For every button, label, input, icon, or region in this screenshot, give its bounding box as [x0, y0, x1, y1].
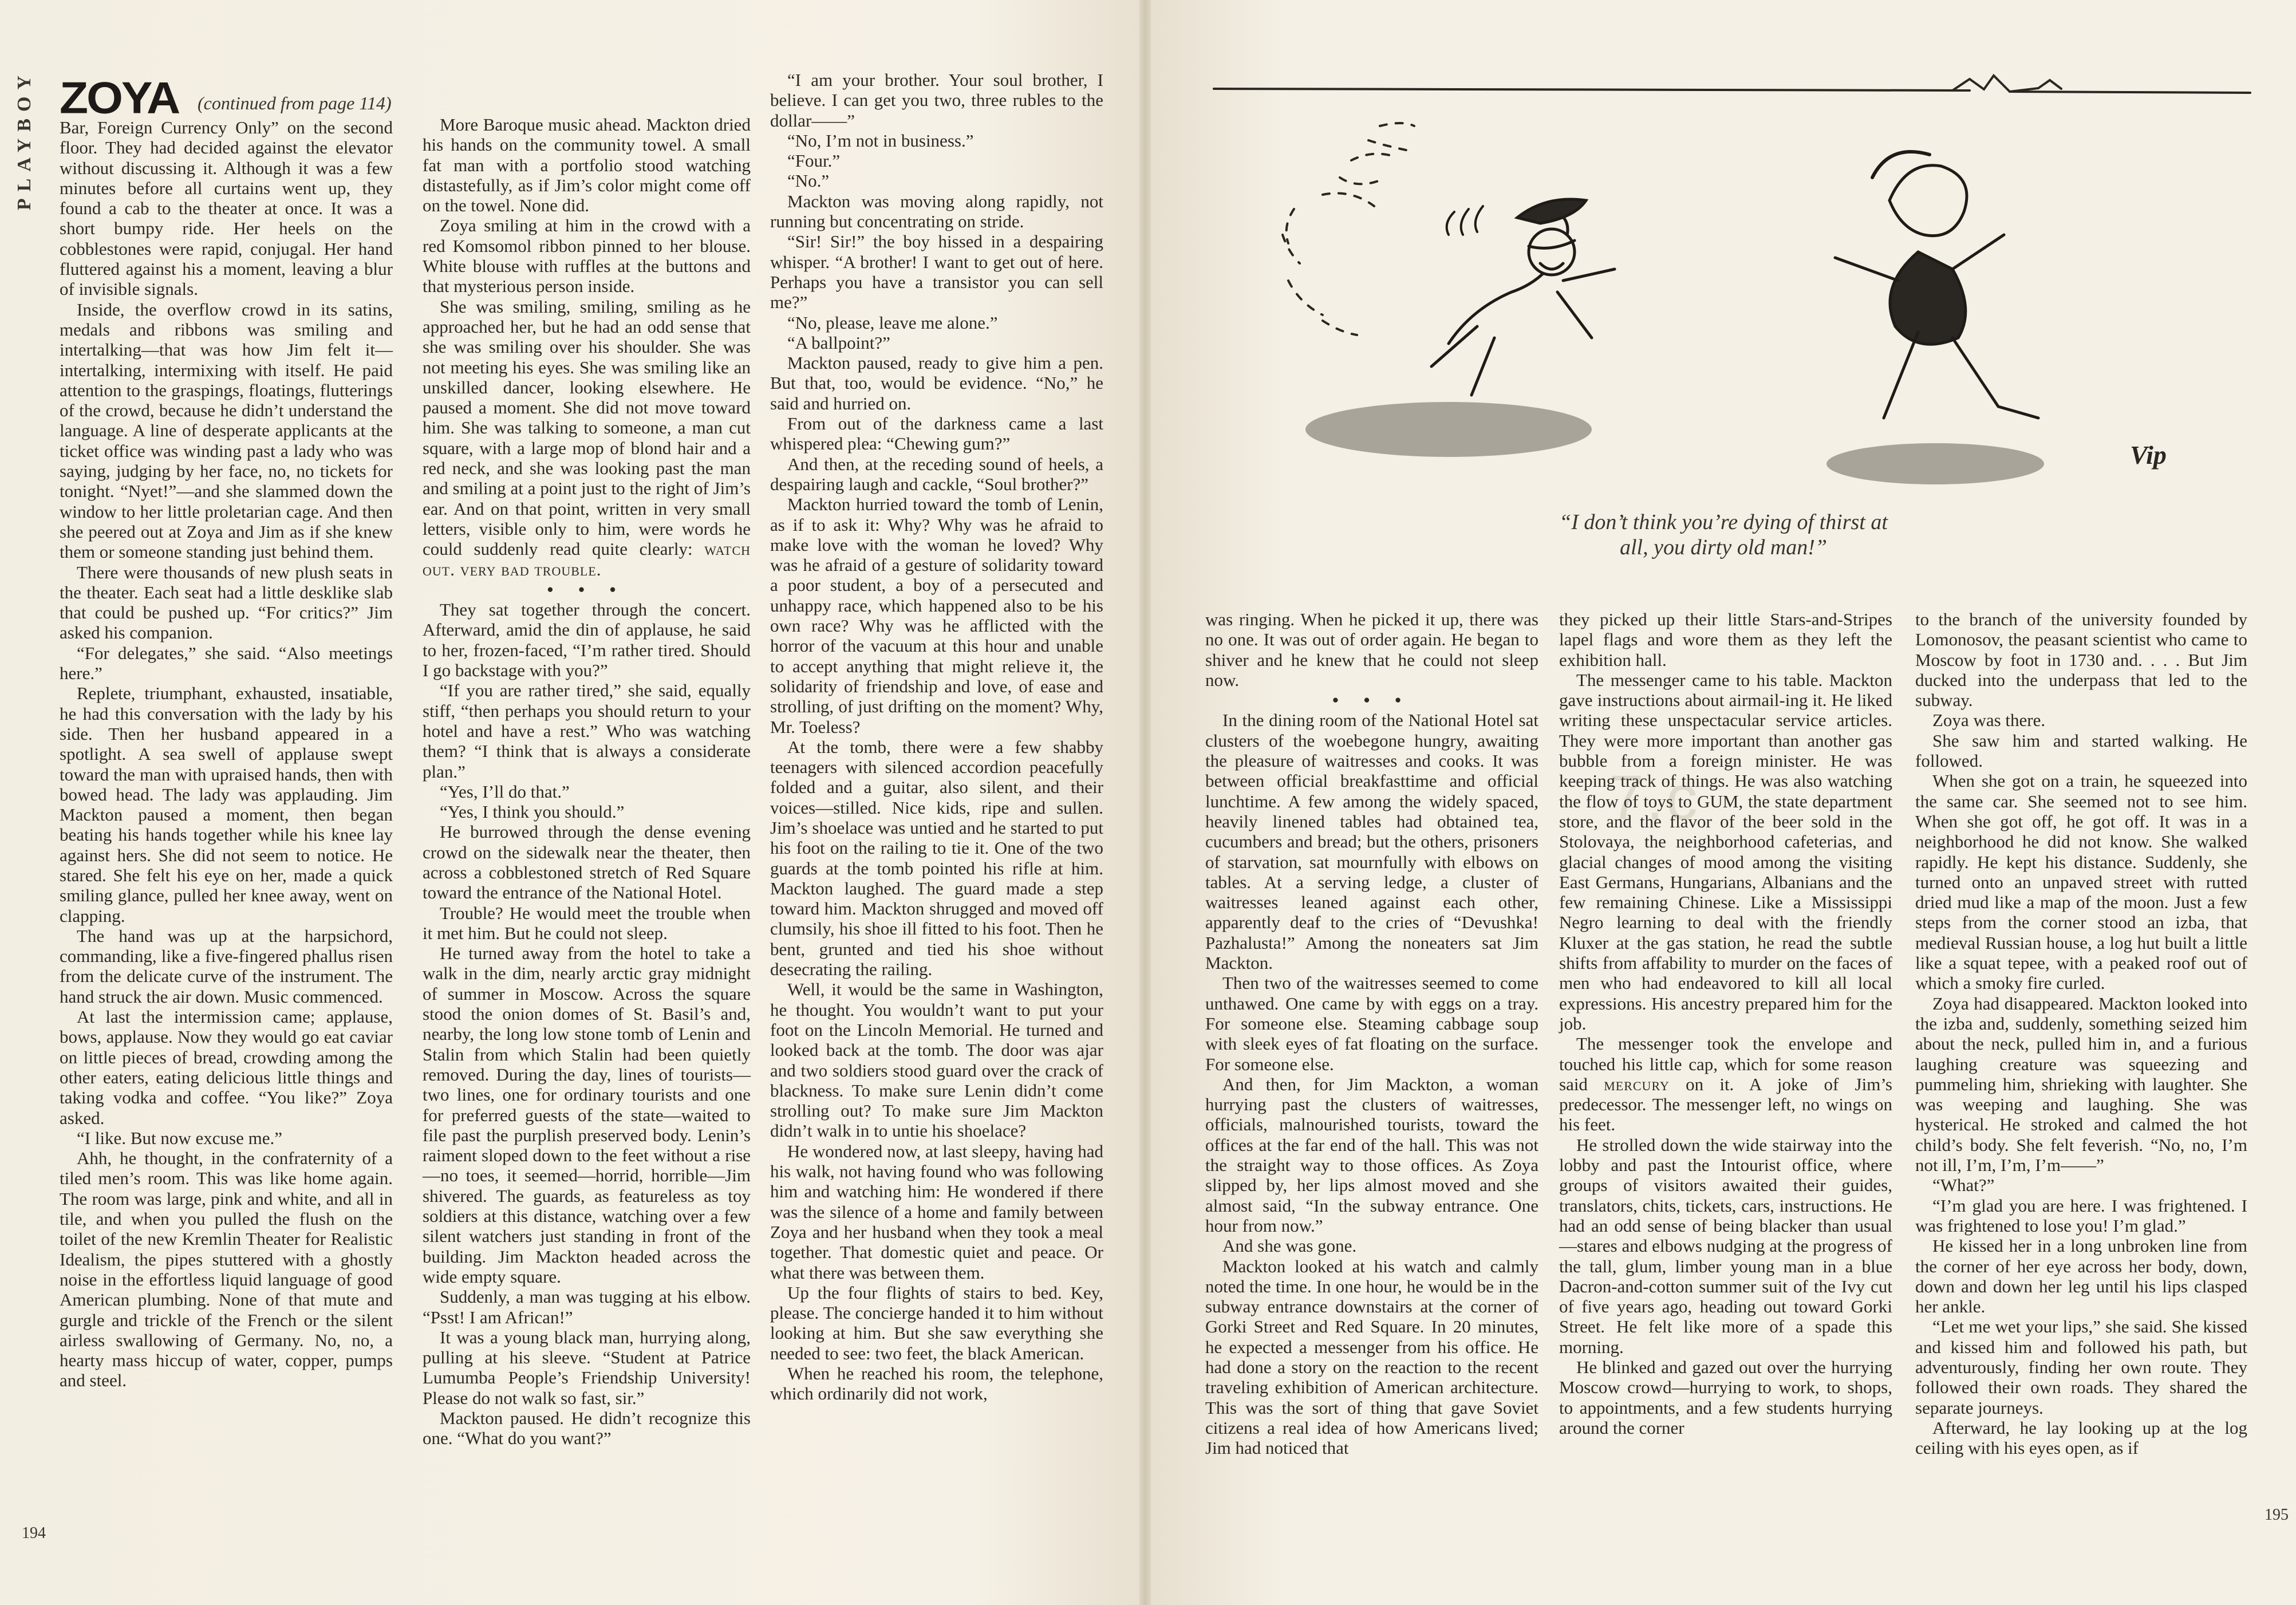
caption-line: all, you dirty old man!”	[1619, 535, 1828, 559]
old-man-figure	[1431, 199, 1615, 395]
paragraph: Up the four flights of stairs to bed. Key, please. The concierge handed it to him without looking at him. But she saw everything she needed to see: two feet, the black American.	[770, 1282, 1103, 1363]
shadow-left	[1305, 402, 1592, 457]
paragraph: He turned away from the hotel to take a walk in the dim, nearly arctic gray midnight of summer in Moscow. Across the square stood the onion domes of St. Basil’s and, nearby, the long low stone tomb of Lenin and Stalin from which Stalin had been quietly removed. During the day, lines of tourists—two lines, one for ordinary tourists and one for preferred guests of the state—waited to file past the purplish preserved body. Lenin’s raiment sloped down to the feet without a rise—no toes, it seemed—horrid, horrible—Jim shivered. The guards, as featureless as toy soldiers at this distance, watching over a few silent watchers just standing in front of the building. Jim Mackton headed across the wide empty square.	[423, 943, 751, 1287]
paragraph: “No.”	[787, 171, 830, 191]
paragraph: Mackton paused. He didn’t recognize this one. “What do you want?”	[423, 1408, 751, 1449]
paragraph: He strolled down the wide stairway into the lobby and past the Intourist office, where groups of visitors awaited their guides, translators, chits, tickets, cars, instructions. He had an odd sense of being blacker than usual—stares and elbows nudging at the progress of the tall, glum, limber young man in a blue Dacron-and-cotton summer suit of the Ivy cut of five years ago, heading out toward Gorki Street. He felt like more of a spade this morning.	[1559, 1134, 1892, 1357]
paragraph: “Four.”	[787, 151, 841, 171]
text-column-2	[423, 115, 751, 1449]
paragraph: It was a young black man, hurrying along, pulling at his sleeve. “Student at Patrice Lumumba People’s Friendship University! Please do not walk so fast, sir.”	[423, 1327, 751, 1408]
page-gutter	[1139, 0, 1151, 1605]
paragraph	[1559, 1034, 1892, 1134]
paragraph: When she got on a train, he squeezed into the same car. She seemed not to see him. When she got off, he got off. It was in a neighborhood he did not know. She walked rapidly. He kept his distance. Suddenly, she turned onto an unpaved street with rutted dried mud like a map of the moon. Just a few steps from the corner stood an izba, that medieval Russian house, a log hut built a little like a squat tepee, with a peaked roof out of which a smoky fire curled.	[1915, 771, 2247, 993]
paragraph: “For delegates,” she said. “Also meetings here.”	[60, 642, 393, 684]
paragraph: Mackton was moving along rapidly, not running but concentrating on stride.	[770, 191, 1103, 232]
paragraph-text: The messenger took the envelope and touched his little cap, which for some reason said	[1559, 1034, 1892, 1094]
paragraph: “What?”	[1932, 1175, 1995, 1196]
section-separator: • • •	[1332, 690, 1412, 711]
paragraph: In the dining room of the National Hotel sat clusters of the woebegone hungry, awaiting the pleasure of waitresses and cooks. It was between official breakfasttime and official lunchtime. A few among the widely spaced, heavily linened tables had obtained tea, cucumbers and bread; but the others, prisoners of starvation, sat mournfully with elbows on tables. At a serving ledge, a cluster of waitresses leaned against each other, apparently deaf to the cries of “Devushka! Pazhalusta!” Among the noneaters sat Jim Mackton.	[1205, 710, 1538, 973]
text-column-1	[60, 117, 393, 1391]
paragraph: Afterward, he lay looking up at the log ceiling with his eyes open, as if	[1915, 1417, 2247, 1458]
paragraph: Suddenly, a man was tugging at his elbow. “Psst! I am African!”	[423, 1287, 751, 1327]
paragraph: He kissed her in a long unbroken line from the corner of her eye across her body, down, down and down her leg until his lips clasped her ankle.	[1915, 1236, 2247, 1317]
paragraph: “Sir! Sir!” the boy hissed in a despairing whisper. “A brother! I want to get out of here. Perhaps you have a transistor you can sell me?”	[770, 231, 1103, 313]
paragraph: “A ballpoint?”	[787, 332, 890, 353]
woman-figure	[1835, 152, 2038, 418]
text-column-4	[1205, 609, 1538, 1458]
paragraph: At the tomb, there were a few shabby teenagers with silenced accordion peacefully folded and a guitar, also silent, and their voices—stilled. Nice kids, ripe and sullen. Jim’s shoelace was untied and he started to put his foot on the railing to tie it. One of the two guards at the tomb pointed his rifle at him. Mackton laughed. The guard made a step toward him. Mackton shrugged and moved off clumsily, his shoe ill fitted to his foot. Then he bent, grunted and tied his shoe without desecrating the railing.	[770, 736, 1103, 980]
shadow-right	[1826, 443, 2044, 484]
page-number-left: 194	[22, 1524, 46, 1542]
paragraph: Zoya smiling at him in the crowd with a red Komsomol ribbon pinned to her blouse. White blouse with ruffles at the buttons and that mysterious person inside.	[423, 215, 751, 297]
cartoon-caption	[1466, 510, 1981, 560]
paragraph: “No, please, leave me alone.”	[787, 312, 998, 333]
magazine-vertical-label: PLAYBOY	[14, 69, 35, 211]
paragraph: The messenger came to his table. Mackton gave instructions about airmail-ing it. He liked writing these unspectacular service articles. They were more important than another gas bubble from a foreign minister. He was keeping track of things. He was also watching the flow of toys to GUM, the state department store, and the flavor of the beer sold in the Stolovaya, the neighborhood cafeterias, and glacial changes of mood among the visiting East Germans, Hungarians, Albanians and the few remaining Chinese. Like a Mississippi Negro learning to deal with the friendly Kluxer at the gas station, he read the subtle shifts from affability to murder on the faces of men who had endeavored to kill all local expressions. His ancestry prepared him for the job.	[1559, 669, 1892, 1034]
paragraph: At last the intermission came; applause, bows, applause. Now they would go eat caviar on little pieces of bread, crowding among the other eaters, eating delicious little things and taking vodka and coffee. “You like?” Zoya asked.	[60, 1007, 393, 1128]
paragraph: He wondered now, at last sleepy, having had his walk, not having found who was following him and watching him: He wondered if there was the silence of a home and family between Zoya and her husband when they took a meal together. That domestic quiet and peace. Or what there was between them.	[770, 1141, 1103, 1283]
paragraph: to the branch of the university founded by Lomonosov, the peasant scientist who came to Moscow by foot in 1730 and. . . . But Jim ducked into the underpass that led to the subway.	[1915, 609, 2247, 711]
caption-line: “I don’t think you’re dying of thirst at	[1559, 510, 1888, 534]
paragraph: And then, at the receding sound of heels, a despairing laugh and cackle, “Soul brother?”	[770, 453, 1103, 494]
small-caps-warning: watch out. very bad trouble.	[423, 539, 751, 579]
paragraph: Then two of the waitresses seemed to come unthawed. One came by with eggs on a tray. For someone else. Steaming cabbage soup with sleek eyes of fat floating on the surface. For someone else.	[1205, 973, 1538, 1074]
cartoon-illustration	[1208, 63, 2256, 498]
paragraph: “I like. But now excuse me.”	[77, 1127, 282, 1148]
paragraph: Zoya had disappeared. Mackton looked into the izba and, suddenly, something seized him about the neck, pulled him in, and a furious laughing creature was squeezing and pummeling him, shrieking with laughter. She was weeping and laughing. She was hysterical. He stroked and calmed the hot child’s body. She felt feverish. “No, no, I’m not ill, I’m, I’m, I’m——”	[1915, 993, 2247, 1176]
paragraph: Trouble? He would meet the trouble when it met him. But he could not sleep.	[423, 902, 751, 943]
page-number-right: 195	[2265, 1506, 2289, 1524]
distant-hills	[1952, 76, 2010, 92]
paragraph: “I’m glad you are here. I was frightened. I was frightened to lose you! I’m glad.”	[1915, 1195, 2247, 1236]
paragraph: They sat together through the concert. Afterward, amid the din of applause, he said to her, frozen-faced, “I’m rather tired. Should I go backstage with you?”	[423, 600, 751, 681]
scan-watermark: 7.c	[1609, 763, 1700, 833]
paragraph: Replete, triumphant, exhausted, insatiable, he had this conversation with the lady by his side. Then her husband appeared in a spotlight. A sea swell of applause swept toward the man with upraised hands, then with bowed head. The lady was applauding. Jim Mackton paused a moment, then began beating his hands together while his knee lay against hers. She did not seem to notice. He stared. She felt his eye on her, made a quick smiling glance, pulled her knee away, went on clapping.	[60, 683, 393, 926]
text-column-6	[1915, 609, 2247, 1458]
text-column-3	[770, 70, 1103, 1404]
section-separator: • • •	[547, 579, 626, 600]
paragraph: And then, for Jim Mackton, a woman hurrying past the clusters of waitresses, officials, malnourished tourists, toward the offices at the far end of the hall. This was not the straight way to those offices. As Zoya slipped by, her lips almost moved and she almost said, “In the subway entrance. One hour from now.”	[1205, 1074, 1538, 1236]
paragraph: Ahh, he thought, in the confraternity of a tiled men’s room. This was like home again. The room was large, pink and white, and all in tile, and when you pulled the flush on the toilet of the new Kremlin Theater for Realistic Idealism, the pipes stuttered with a ghostly noise in the effortless liquid language of good American plumbing. None of that mute and gurgle and trickle of the French or the silent airless swallowing of Germany. No, no, a hearty mass hiccup of water, copper, pumps and steel.	[60, 1148, 393, 1391]
paragraph: Well, it would be the same in Washington, he thought. You wouldn’t want to put your foot on the Lincoln Memorial. He turned and looked back at the tomb. The door was ajar and two soldiers stood guard over the crack of blackness. To make sure Lenin didn’t come strolling out? To make sure Jim Mackton didn’t walk in to untie his shoelace?	[770, 979, 1103, 1141]
paragraph: “Yes, I’ll do that.”	[440, 781, 570, 802]
small-caps-word: mercury	[1604, 1074, 1670, 1094]
paragraph: She saw him and started walking. He followed.	[1915, 730, 2247, 771]
distant-hills	[2010, 80, 2061, 92]
paragraph: they picked up their little Stars-and-Stripes lapel flags and wore them as they left the exhibition hall.	[1559, 609, 1892, 670]
paragraph: More Baroque music ahead. Mackton dried his hands on the community towel. A small fat man with a portfolio stood watching distastefully, as if Jim’s color might come off on the towel. None did.	[423, 115, 751, 216]
paragraph: Zoya was there.	[1932, 710, 2046, 731]
paragraph: “Yes, I think you should.”	[440, 802, 625, 822]
footprint-trail	[1283, 123, 1414, 335]
text-column-5	[1559, 609, 1892, 1438]
paragraph: “If you are rather tired,” she said, equally stiff, “then perhaps you should return to your hotel and have a rest.” Who was watching them? “I think that is always a considerate plan.”	[423, 680, 751, 782]
paragraph: “I am your brother. Your soul brother, I believe. I can get you two, three rubles to the dollar——”	[770, 70, 1103, 131]
paragraph: “No, I’m not in business.”	[787, 130, 974, 151]
paragraph: Mackton looked at his watch and calmly noted the time. In one hour, he would be in the subway entrance downstairs at the corner of Gorki Street and Red Square. In 20 minutes, he expected a messenger from his office. He had done a story on the reaction to the recent traveling exhibition of American architecture. This was the sort of thing that gave Soviet citizens a real idea of how Americans lived; Jim had noticed that	[1205, 1256, 1538, 1458]
paragraph: He blinked and gazed out over the hurrying Moscow crowd—hurrying to work, to shops, to appointments, and a few students hurrying around the corner	[1559, 1356, 1892, 1438]
paragraph: There were thousands of new plush seats in the theater. Each seat had a little desklike slab that could be pushed up. “For critics?” Jim asked his companion.	[60, 562, 393, 643]
paragraph: Inside, the overflow crowd in its satins, medals and ribbons was smiling and intertalking—that was how Jim felt it—intertalking, intermixing with itself. He paid attention to the graspings, floatings, flutterings of the crowd, because he didn’t understand the language. A line of desperate applicants at the ticket office was winding past a lady who was saying, judging by her face, no, no tickets for tonight. “Nyet!”—and she slammed down the window to her little proletarian cage. And then she peered out at Zoya and Jim as if she knew them or someone standing just behind them.	[60, 299, 393, 562]
paragraph-text: on it. A joke of Jim’s predecessor. The messenger left, no wings on his feet.	[1559, 1074, 1892, 1135]
story-title-logo: ZOYA	[60, 73, 179, 123]
paragraph: The hand was up at the harpsichord, commanding, like a five-fingered phallus risen from the delicate curve of the instrument. The hand struck the air down. Music commenced.	[60, 925, 393, 1007]
paragraph: He burrowed through the dense evening crowd on the sidewalk near the theater, then across a cobblestoned stretch of Red Square toward the entrance of the National Hotel.	[423, 822, 751, 903]
paragraph: “Let me wet your lips,” she said. She kissed and kissed him and followed his path, but adventurously, finding her own route. They followed their own roads. They shared the separate journeys.	[1915, 1316, 2247, 1418]
paragraph	[423, 297, 751, 579]
paragraph: Mackton hurried toward the tomb of Lenin, as if to ask it: Why? Why was he afraid to make love with the woman he loved? Why was he afraid of a gesture of solidarity toward a poor student, a boy of a persecuted and unhappy race, which happened also to be his own race? Why was he afflicted with the horror of the vacuum at this hour and unable to accept anything that might relieve it, the solidarity of friendship and love, of ease and strolling, of just drifting on the moment? Why, Mr. Toeless?	[770, 494, 1103, 737]
paragraph: From out of the darkness came a last whispered plea: “Chewing gum?”	[770, 413, 1103, 454]
paragraph: Mackton paused, ready to give him a pen. But that, too, would be evidence. “No,” he said and hurried on.	[770, 353, 1103, 413]
cartoonist-signature: Vip	[2130, 440, 2167, 470]
paragraph: Bar, Foreign Currency Only” on the second floor. They had decided against the elevator without discussing it. Although it was a few minutes before all curtains went up, they found a cab to the theater at once. It was a short bumpy ride. Her heels on the cobblestones were rapid, conjugal. Her hand fluttered against his a moment, leaving a blur of invisible signals.	[60, 117, 393, 299]
paragraph: When he reached his room, the telephone, which ordinarily did not work,	[770, 1363, 1103, 1404]
continued-note: (continued from page 114)	[198, 93, 392, 113]
horizon-line	[1214, 89, 2250, 93]
paragraph-text: She was smiling, smiling, smiling as he approached her, but he had an odd sense that she was smiling over his shoulder. She was not meeting his eyes. She was smiling like an unskilled dancer, looking elsewhere. He paused a moment. She did not move toward him. She was talking to someone, a man cut square, with a large mop of blond hair and a red neck, and she was looking past the man and smiling at a point just to the right of Jim’s ear. And on that point, written in very small letters, visible only to him, were words he could suddenly read quite clearly:	[423, 296, 751, 559]
paragraph: And she was gone.	[1222, 1236, 1357, 1256]
paragraph: was ringing. When he picked it up, there was no one. It was out of order again. He began to shiver and he knew that he could not sleep now.	[1205, 609, 1538, 690]
